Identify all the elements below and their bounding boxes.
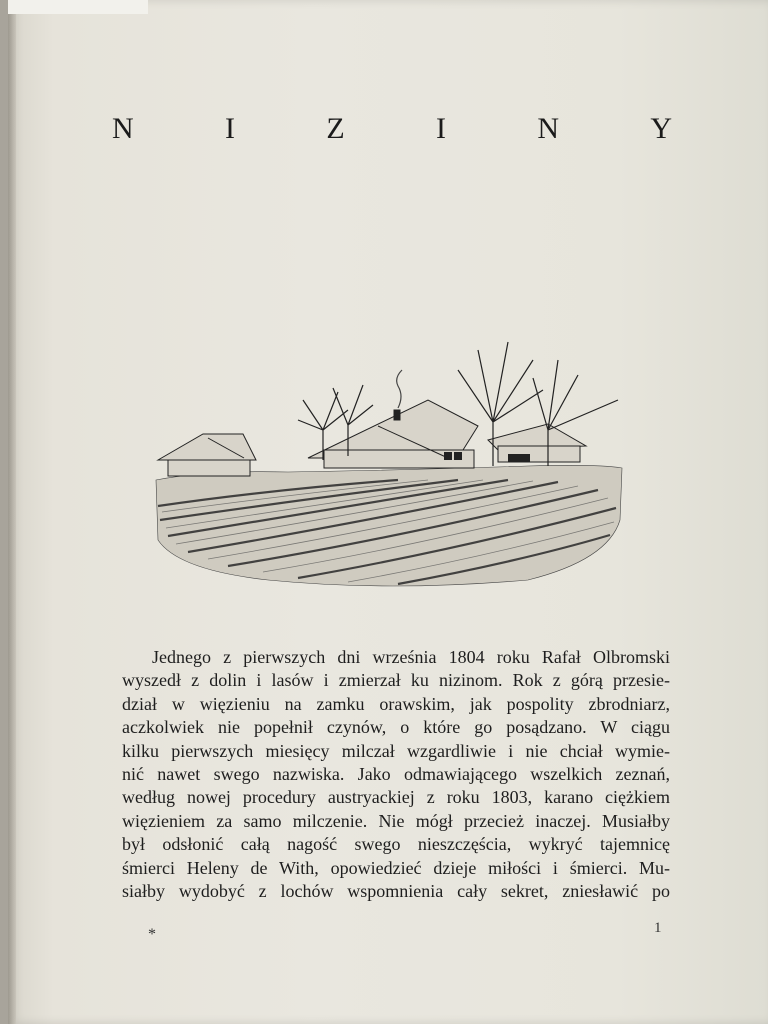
village-landscape-illustration — [148, 330, 628, 590]
page-number: 1 — [654, 920, 662, 936]
previous-page-edge — [8, 0, 148, 14]
text-line: Jednego z pierwszych dni września 1804 roku Rafał Olbromski — [152, 647, 670, 667]
title-letter: Z — [326, 112, 345, 145]
text-line: nić nawet swego nazwiska. Jako odmawiającego wszelkich zeznań, — [122, 764, 670, 785]
text-line: według nowej procedury austryackiej z roku 1803, karano ciężkiem — [122, 787, 670, 808]
title-letter: Y — [650, 112, 672, 145]
text-line: aczkolwiek nie popełnił czynów, o które go posądzano. W ciągu — [122, 717, 670, 738]
chapter-title — [112, 112, 672, 146]
page-spine-edge — [8, 0, 16, 1024]
text-line: siałby wydobyć z lochów wspomnienia cały sekret, zniesławić po — [122, 881, 670, 902]
text-line: dział w więzieniu na zamku orawskim, jak pospolity zbrodniarz, — [122, 693, 670, 714]
text-line: wyszedł z dolin i lasów i zmierzał ku nizinom. Rok z górą przesie- — [122, 670, 670, 691]
text-line: był odsłonić całą nagość swego nieszczęścia, wykryć tajemnicę — [122, 834, 670, 855]
title-letter: I — [435, 112, 446, 145]
text-line: więzieniem za samo milczenie. Nie mógł przecież inaczej. Musiałby — [122, 810, 670, 831]
title-letter: I — [225, 112, 235, 145]
title-letter: N — [112, 112, 134, 145]
title-letter: N — [537, 112, 559, 145]
book-page — [8, 0, 768, 1024]
text-line: śmierci Heleny de With, opowiedzieć dzieje miłości i śmierci. Mu- — [122, 857, 670, 878]
signature-mark: * — [148, 926, 156, 943]
text-line: kilku pierwszych miesięcy milczał wzgardliwie i nie chciał wymie- — [122, 740, 670, 761]
body-text — [122, 646, 670, 903]
